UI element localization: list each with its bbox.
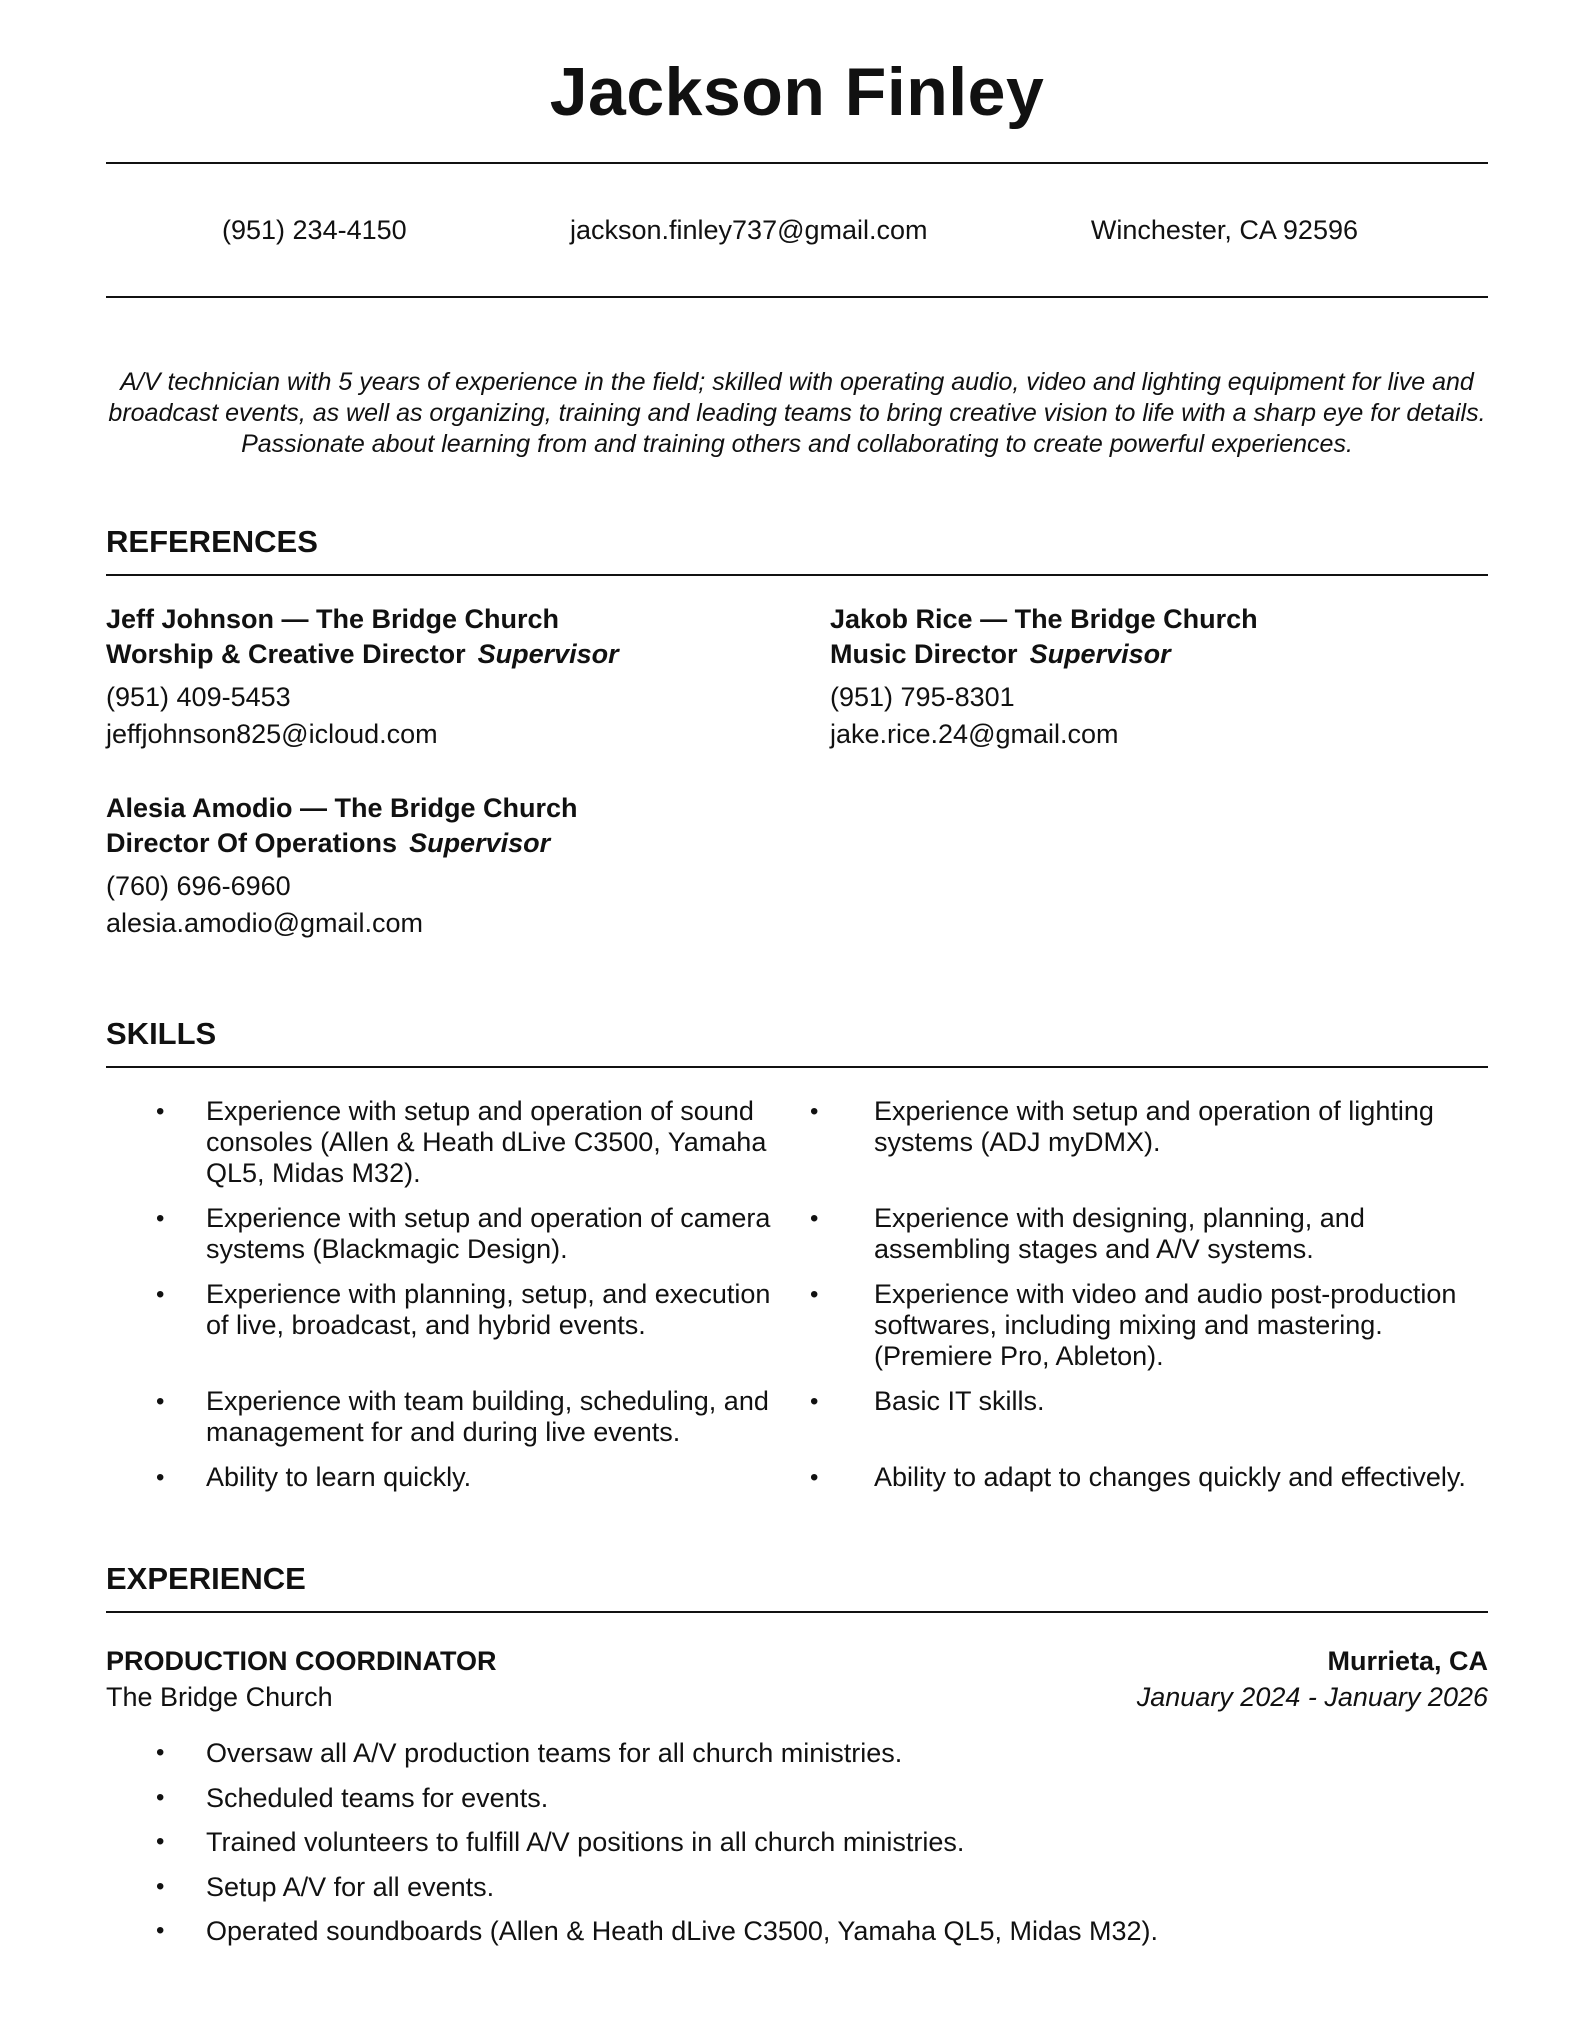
job-duties bbox=[106, 1731, 1488, 1954]
skill-text: Ability to adapt to changes quickly and effectively. bbox=[874, 1462, 1466, 1492]
header-bottom-divider bbox=[106, 296, 1488, 298]
reference-role-line bbox=[106, 826, 830, 861]
job-title: PRODUCTION COORDINATOR bbox=[106, 1646, 497, 1676]
bullet-icon: • bbox=[810, 1388, 819, 1415]
bullet-icon: • bbox=[156, 1205, 165, 1232]
job-entry bbox=[106, 1643, 1488, 1954]
reference-relation: Supervisor bbox=[409, 828, 551, 858]
reference-email[interactable]: alesia.amodio@gmail.com bbox=[106, 908, 424, 938]
job-duty-text: Operated soundboards (Allen & Heath dLive C3500, Yamaha QL5, Midas M32). bbox=[206, 1916, 1159, 1946]
reference-role: Worship & Creative Director bbox=[106, 639, 466, 669]
job-header bbox=[106, 1643, 1488, 1679]
job-duty-text: Setup A/V for all events. bbox=[206, 1871, 495, 1902]
skill-item bbox=[794, 1203, 1488, 1279]
reference-role-line bbox=[830, 637, 1488, 672]
skill-text: Ability to learn quickly. bbox=[206, 1462, 472, 1492]
contact-row bbox=[106, 164, 1488, 296]
candidate-name: Jackson Finley bbox=[549, 54, 1045, 130]
bullet-icon: • bbox=[156, 1098, 165, 1125]
references-list bbox=[106, 602, 1488, 942]
bullet-icon: • bbox=[810, 1281, 819, 1308]
skills-divider bbox=[106, 1066, 1488, 1068]
contact-phone[interactable]: (951) 234-4150 bbox=[222, 214, 407, 245]
skill-item bbox=[106, 1203, 794, 1279]
reference-role: Director Of Operations bbox=[106, 828, 398, 858]
experience-heading: EXPERIENCE bbox=[106, 1561, 306, 1596]
skill-text: Experience with designing, planning, and assembling stages and A/V systems. bbox=[874, 1203, 1365, 1264]
skill-item bbox=[794, 1462, 1488, 1493]
reference-relation: Supervisor bbox=[477, 639, 619, 669]
reference-entry bbox=[830, 602, 1488, 753]
reference-entry bbox=[106, 602, 830, 753]
reference-phone[interactable]: (951) 409-5453 bbox=[106, 682, 291, 712]
job-subheader bbox=[106, 1679, 1488, 1715]
reference-relation: Supervisor bbox=[1029, 639, 1171, 669]
contact-email[interactable]: jackson.finley737@gmail.com bbox=[569, 214, 928, 245]
skill-text: Basic IT skills. bbox=[874, 1386, 1045, 1416]
contact-location: Winchester, CA 92596 bbox=[1090, 214, 1358, 245]
job-location: Murrieta, CA bbox=[1327, 1646, 1488, 1676]
bullet-icon: • bbox=[156, 1281, 165, 1308]
bullet-icon: • bbox=[156, 1828, 165, 1855]
job-company: The Bridge Church bbox=[106, 1682, 333, 1712]
bullet-icon: • bbox=[810, 1205, 819, 1232]
job-duty bbox=[106, 1909, 1488, 1954]
skill-text: Experience with planning, setup, and execution of live, broadcast, and hybrid events. bbox=[206, 1279, 771, 1340]
bullet-icon: • bbox=[156, 1872, 165, 1900]
reference-heading: Jakob Rice — The Bridge Church bbox=[830, 604, 1258, 634]
skill-text: Experience with video and audio post-production softwares, including mixing and mastering. (Premiere Pro, Ableton). bbox=[874, 1279, 1457, 1371]
skill-text: Experience with setup and operation of sound consoles (Allen & Heath dLive C3500, Yamaha QL5, Midas M32). bbox=[206, 1096, 767, 1188]
bullet-icon: • bbox=[156, 1388, 165, 1415]
experience-divider bbox=[106, 1611, 1488, 1613]
bullet-icon: • bbox=[156, 1464, 165, 1491]
skill-item bbox=[106, 1462, 794, 1493]
skill-item bbox=[106, 1279, 794, 1372]
skill-item bbox=[106, 1386, 794, 1462]
job-duty bbox=[106, 1820, 1488, 1865]
job-duty bbox=[106, 1731, 1488, 1776]
bullet-icon: • bbox=[156, 1917, 165, 1944]
bullet-icon: • bbox=[156, 1739, 165, 1766]
skill-text: Experience with team building, scheduling, and management for and during live events. bbox=[206, 1386, 769, 1447]
job-duty-text: Scheduled teams for events. bbox=[206, 1782, 549, 1813]
skills-column-left bbox=[106, 1096, 794, 1493]
bullet-icon: • bbox=[810, 1098, 819, 1125]
skill-item bbox=[794, 1279, 1488, 1386]
reference-entry bbox=[106, 791, 830, 942]
bullet-icon: • bbox=[810, 1464, 819, 1491]
job-dates: January 2024 - January 2026 bbox=[1136, 1682, 1488, 1712]
references-heading: REFERENCES bbox=[106, 524, 318, 559]
reference-phone[interactable]: (951) 795-8301 bbox=[830, 682, 1015, 712]
reference-role-line bbox=[106, 637, 830, 672]
skill-item bbox=[106, 1096, 794, 1189]
reference-heading: Jeff Johnson — The Bridge Church bbox=[106, 604, 560, 634]
skill-text: Experience with setup and operation of camera systems (Blackmagic Design). bbox=[206, 1203, 771, 1264]
job-duty-text: Oversaw all A/V production teams for all church ministries. bbox=[206, 1738, 903, 1768]
reference-email[interactable]: jeffjohnson825@icloud.com bbox=[106, 719, 438, 749]
reference-heading: Alesia Amodio — The Bridge Church bbox=[106, 793, 578, 823]
job-duty-text: Trained volunteers to fulfill A/V positions in all church ministries. bbox=[206, 1827, 965, 1857]
job-duty bbox=[106, 1865, 1488, 1910]
job-duty bbox=[106, 1776, 1488, 1821]
skills-heading: SKILLS bbox=[106, 1016, 217, 1051]
professional-summary: A/V technician with 5 years of experience in the field; skilled with operating audio, video and lighting equipment for live and broadcast events, as well as organizing, training and leading teams to bring creative vision to life with a sharp eye for details. Passionate about learning from and training others and collaborating to create powerful experiences. bbox=[108, 368, 1486, 458]
reference-email[interactable]: jake.rice.24@gmail.com bbox=[830, 719, 1119, 749]
skill-item bbox=[794, 1096, 1488, 1203]
bullet-icon: • bbox=[156, 1783, 165, 1811]
references-divider bbox=[106, 574, 1488, 576]
skills-list bbox=[106, 1096, 1488, 1493]
reference-phone[interactable]: (760) 696-6960 bbox=[106, 871, 291, 901]
skill-item bbox=[794, 1386, 1488, 1462]
reference-role: Music Director bbox=[830, 639, 1018, 669]
skills-column-right bbox=[794, 1096, 1488, 1493]
skill-text: Experience with setup and operation of lighting systems (ADJ myDMX). bbox=[874, 1096, 1434, 1157]
